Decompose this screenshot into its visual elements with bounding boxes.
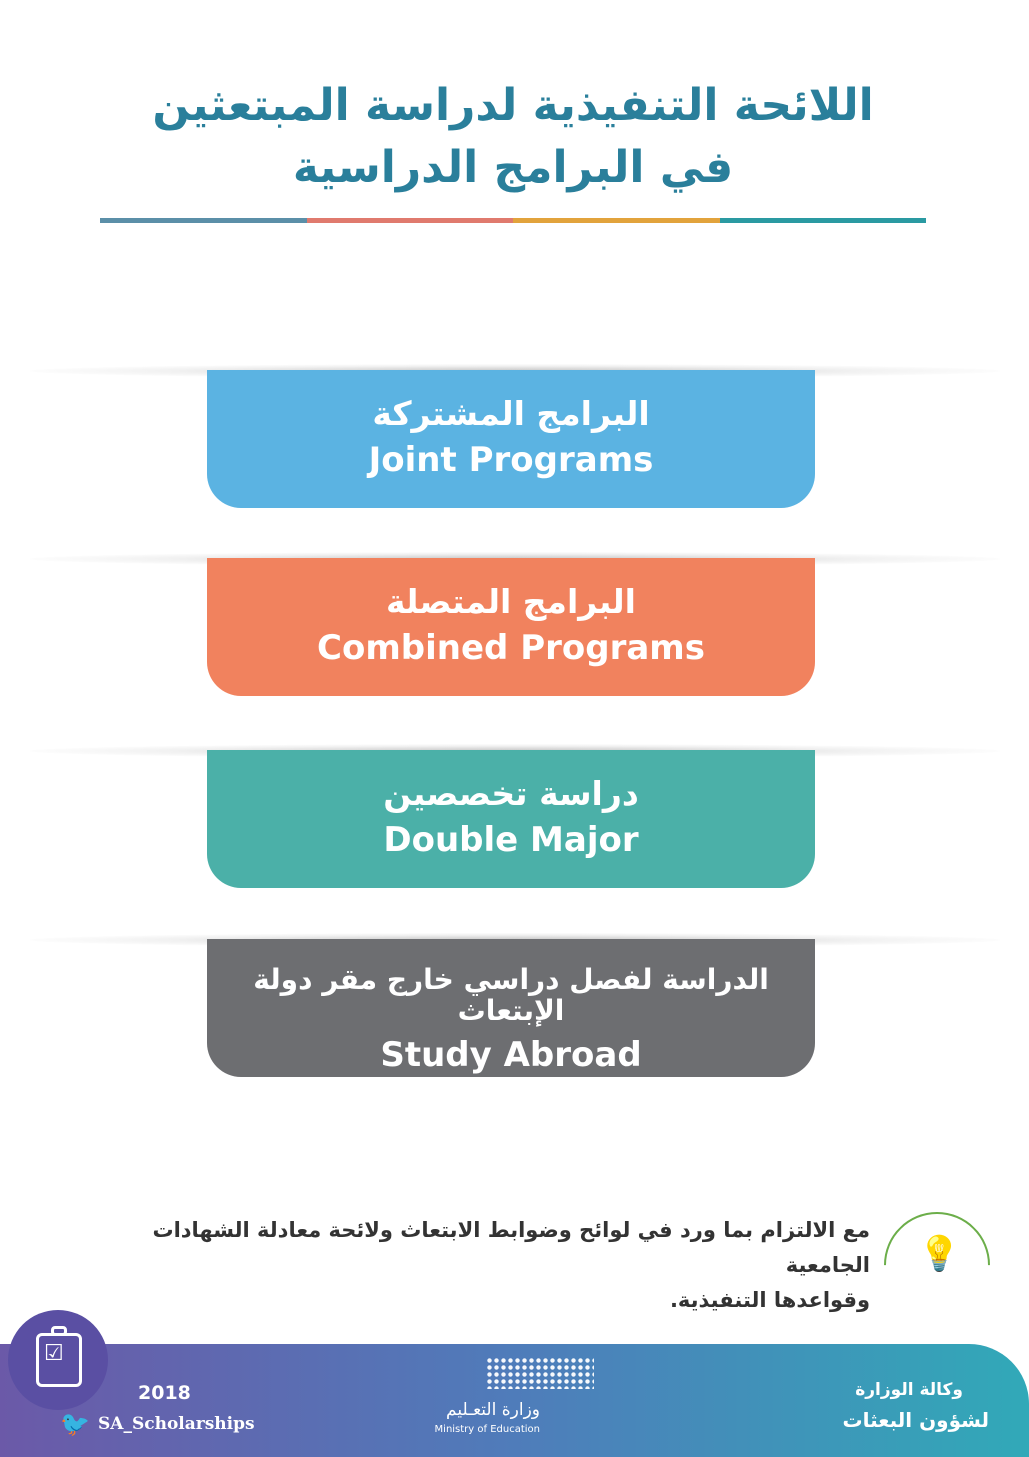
checklist-icon: ☑ [44,1341,64,1366]
program-title-en: Combined Programs [317,628,705,669]
page-title-line2: في البرامج الدراسية [292,142,734,193]
program-card-double-major [207,750,815,888]
ministry-name-ar: وزارة التعـليم [446,1400,540,1420]
ministry-name-en: Ministry of Education [434,1424,540,1435]
divider-segment [720,218,927,223]
page-title-line1: اللائحة التنفيذية لدراسة المبتعثين [152,80,874,131]
footer-year: 2018 [138,1382,191,1404]
program-title-ar: البرامج المتصلة [385,582,636,621]
program-title-ar: الدراسة لفصل دراسي خارج مقر دولة الإبتعاث [253,963,769,1027]
ministry-logo-icon [486,1357,594,1389]
divider-segment [513,218,720,223]
program-card-study-abroad [207,939,815,1077]
compliance-note [105,1213,870,1318]
clipboard-clip-icon [51,1326,67,1336]
program-card-combined [207,558,815,696]
note-line1: مع الالتزام بما ورد في لوائح وضوابط الابتعاث ولائحة معادلة الشهادات الجامعية [152,1218,870,1277]
twitter-handle[interactable]: SA_Scholarships [98,1414,255,1434]
program-title-en: Double Major [383,820,639,861]
lightbulb-badge [884,1212,990,1292]
twitter-icon: 🐦 [60,1410,90,1438]
title-divider [100,218,926,223]
divider-segment [100,218,307,223]
program-title-en: Study Abroad [380,1034,642,1075]
note-line2: وقواعدها التنفيذية. [669,1288,870,1312]
agency-name-line2: لشؤون البعثات [842,1408,989,1432]
program-title-ar: البرامج المشتركة [372,394,650,433]
program-title-ar: دراسة تخصصين [383,774,639,813]
agency-name-line1: وكالة الوزارة [855,1380,963,1400]
divider-segment [307,218,514,223]
program-card-joint [207,370,815,508]
program-title-en: Joint Programs [368,440,654,481]
lightbulb-icon: 💡 [918,1234,961,1274]
